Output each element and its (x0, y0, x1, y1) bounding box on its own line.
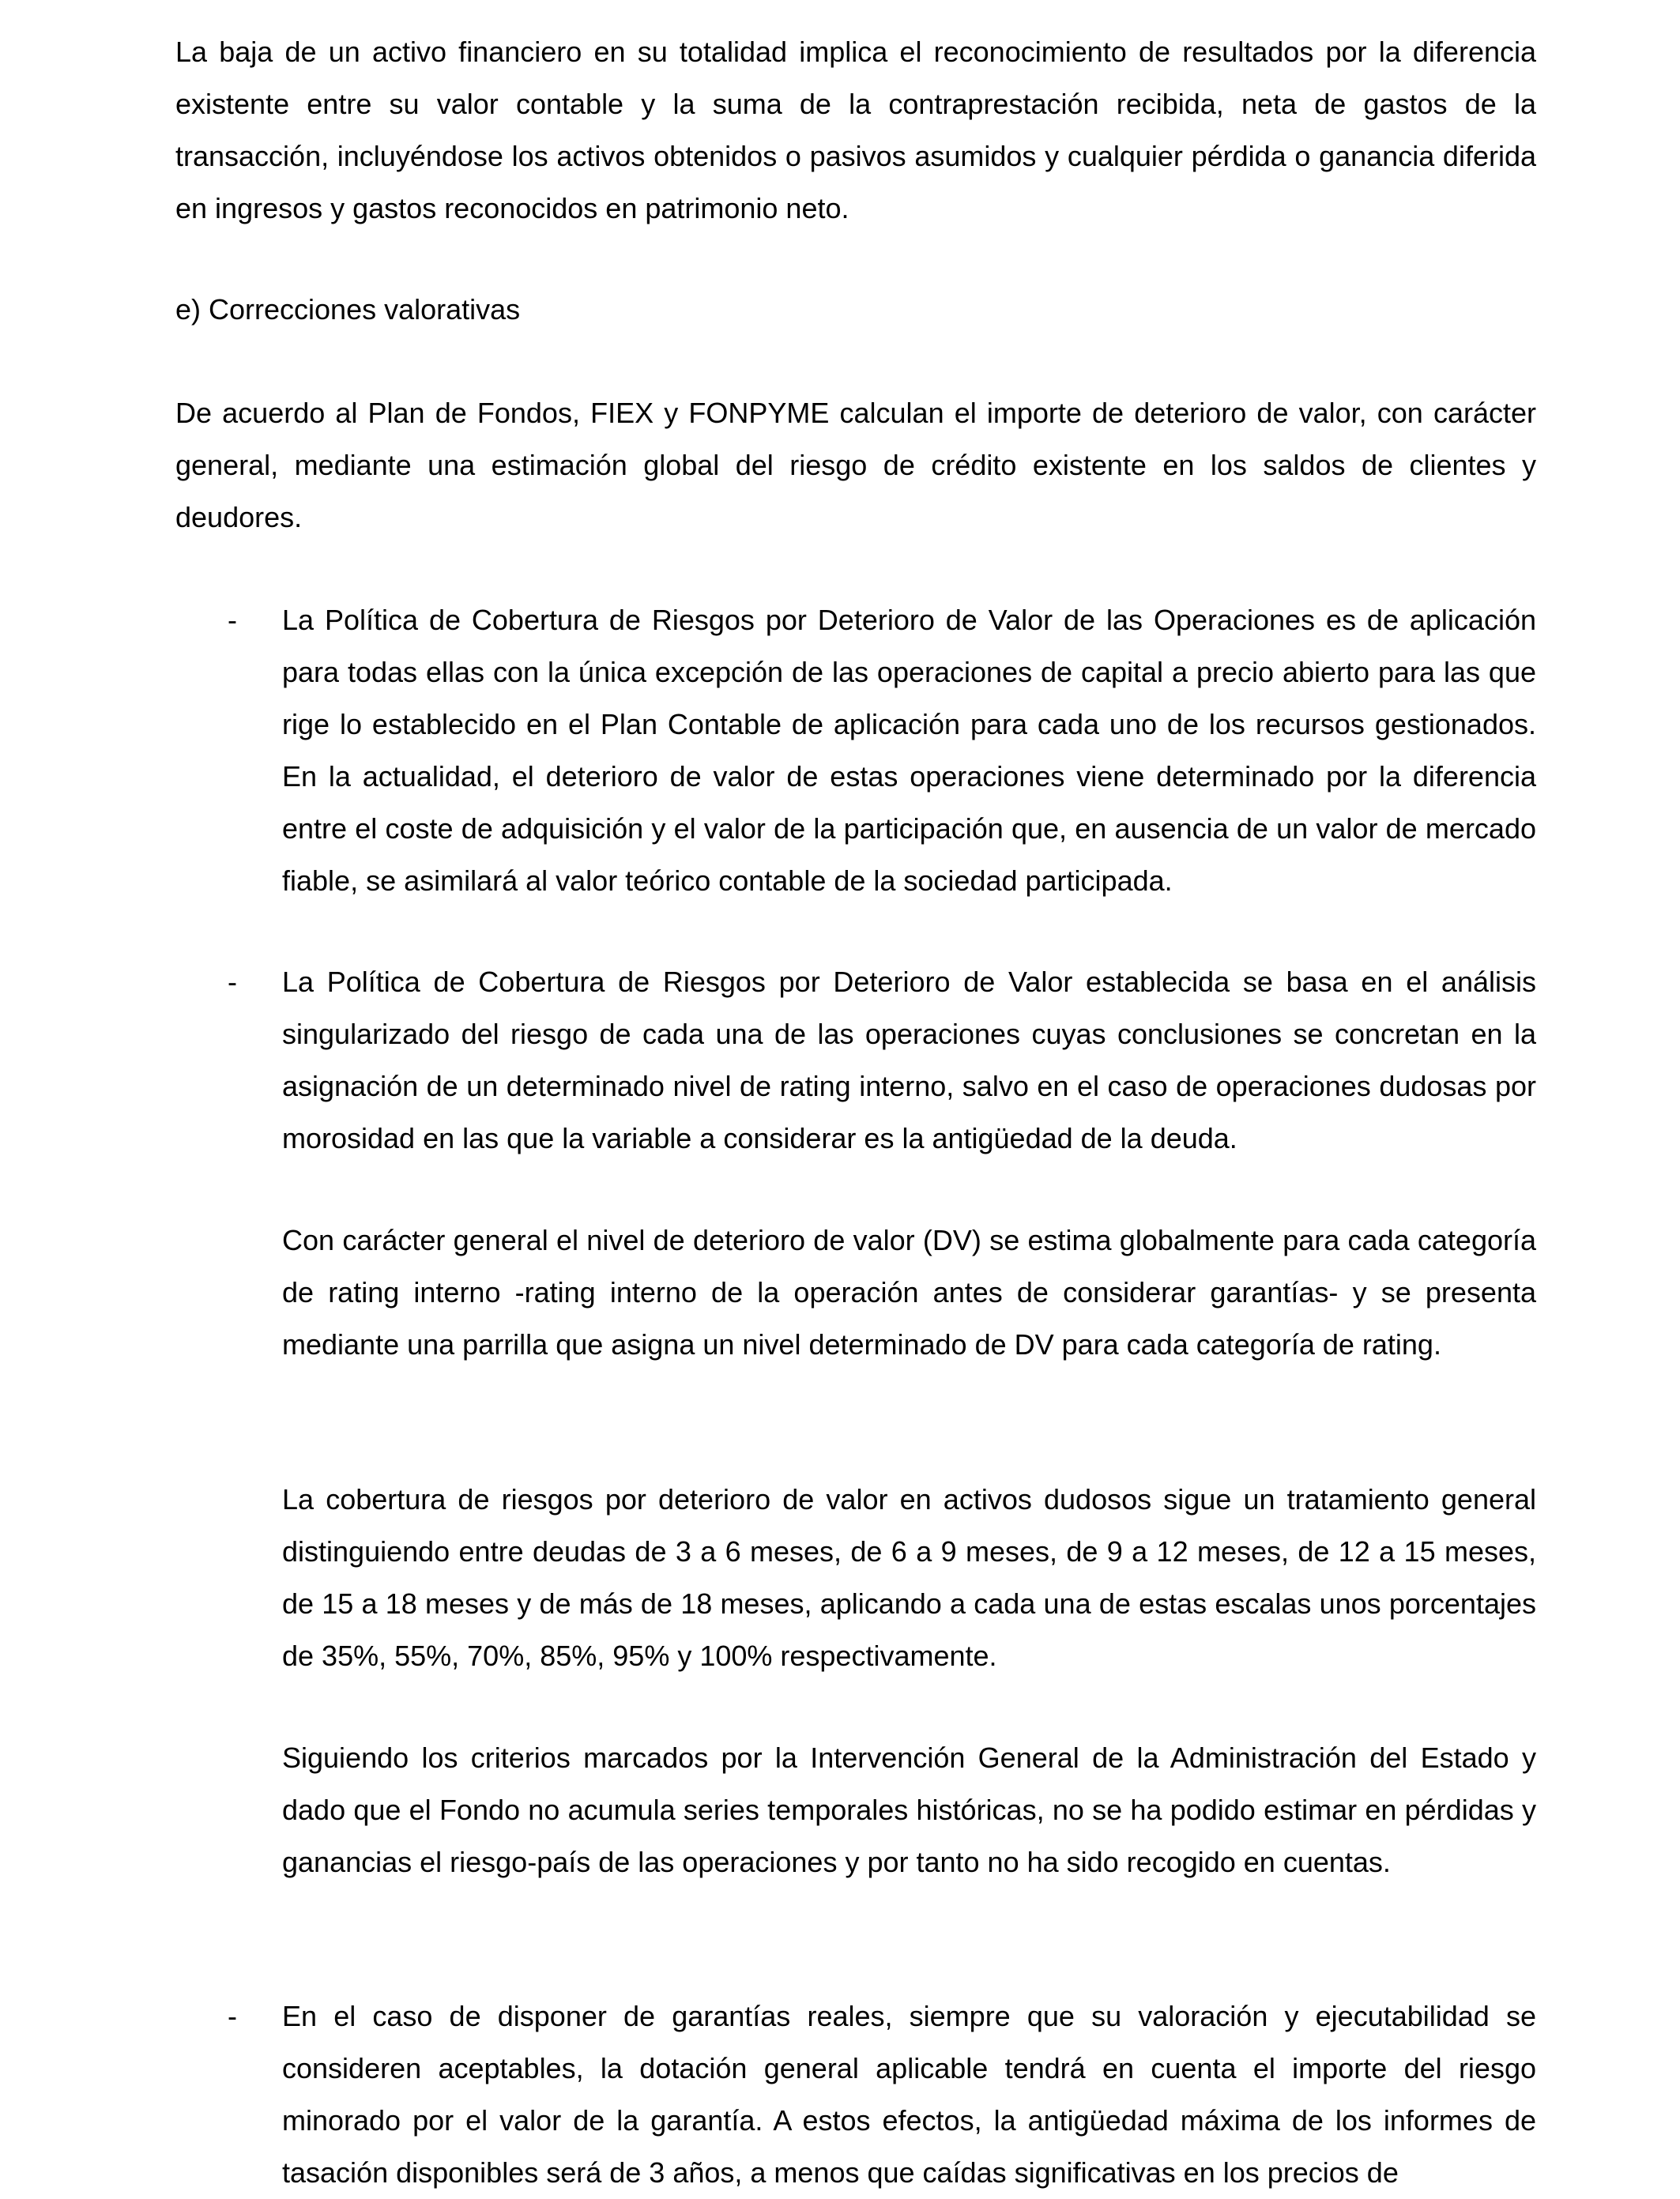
indented-paragraph-3: Siguiendo los criterios marcados por la Intervención General de la Administración del Estado y dado que el Fondo no acumula series temporales históricas, no se ha podido estimar en pérdidas y ganancias el riesgo-país de las operaciones y por tanto no ha sido recogido en cuentas. (282, 1742, 1536, 1878)
indented-paragraph-2: La cobertura de riesgos por deterioro de valor en activos dudosos sigue un tratamiento general distinguiendo entre deudas de 3 a 6 meses, de 6 a 9 meses, de 9 a 12 meses, de 12 a 15 meses, de 15 a 18 meses y de más de 18 meses, aplicando a cada una de estas escalas unos porcentajes de 35%, 55%, 70%, 85%, 95% y 100% respectivamente. (282, 1483, 1536, 1672)
bullet-dash: - (228, 966, 237, 998)
bullet-dash: - (228, 2000, 237, 2032)
section-heading: e) Correcciones valorativas (175, 293, 521, 326)
indented-paragraph-1: Con carácter general el nivel de deterioro de valor (DV) se estima globalmente para cada categoría de rating interno -rating interno de la operación antes de considerar garantías- y se presenta mediante una parrilla que asigna un nivel determinado de DV para cada categoría de rating. (282, 1224, 1536, 1361)
bullet-text-1: La Política de Cobertura de Riesgos por Deterioro de Valor de las Operaciones es de aplicación para todas ellas con la única excepción de las operaciones de capital a precio abierto para las que rige lo establecido en el Plan Contable de aplicación para cada uno de los recursos gestionados. En la actualidad, el deterioro de valor de estas operaciones viene determinado por la diferencia entre el coste de adquisición y el valor de la participación que, en ausencia de un valor de mercado fiable, se asimilará al valor teórico contable de la sociedad participada. (282, 604, 1536, 897)
paragraph-baja-activo: La baja de un activo financiero en su totalidad implica el reconocimiento de resultados por la diferencia existente entre su valor contable y la suma de la contraprestación recibida, neta de gastos de la transacción, incluyéndose los activos obtenidos o pasivos asumidos y cualquier pérdida o ganancia diferida en ingresos y gastos reconocidos en patrimonio neto. (175, 36, 1536, 224)
bullet-text-2: La Política de Cobertura de Riesgos por Deterioro de Valor establecida se basa en el análisis singularizado del riesgo de cada una de las operaciones cuyas conclusiones se concretan en la asignación de un determinado nivel de rating interno, salvo en el caso de operaciones dudosas por morosidad en las que la variable a considerar es la antigüedad de la deuda. (282, 966, 1536, 1154)
bullet-dash: - (228, 604, 237, 636)
bullet-text-3: En el caso de disponer de garantías reales, siempre que su valoración y ejecutabilidad se consideren aceptables, la dotación general aplicable tendrá en cuenta el importe del riesgo minorado por el valor de la garantía. A estos efectos, la antigüedad máxima de los informes de tasación disponibles será de 3 años, a menos que caídas significativas en los precios de (282, 2000, 1536, 2189)
paragraph-plan-fondos: De acuerdo al Plan de Fondos, FIEX y FONPYME calculan el importe de deterioro de valor, con carácter general, mediante una estimación global del riesgo de crédito existente en los saldos de clientes y deudores. (175, 397, 1536, 533)
